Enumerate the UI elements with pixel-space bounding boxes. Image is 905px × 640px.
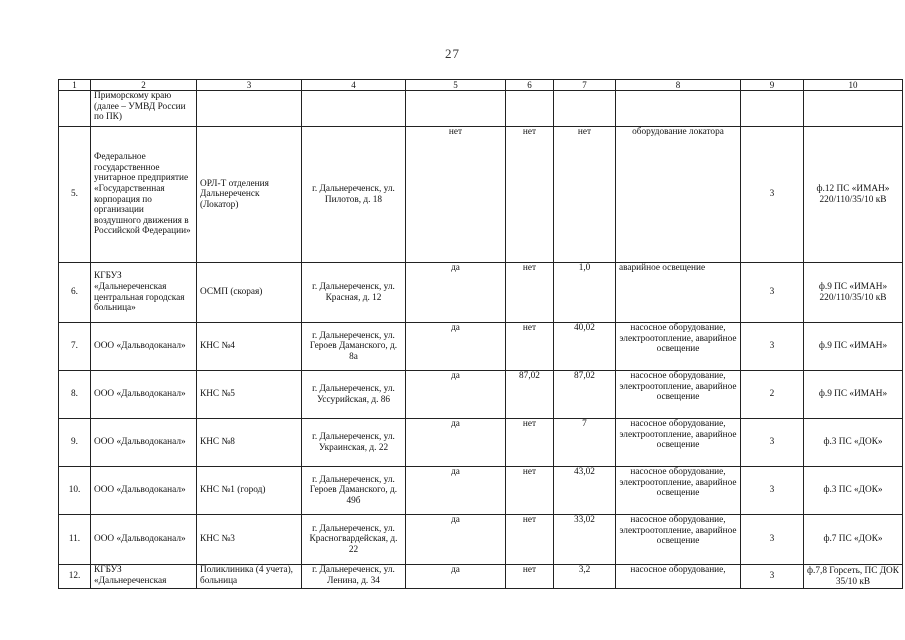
address-cell: г. Дальнереченск, ул. Пилотов, д. 18 [302, 127, 406, 263]
col6-cell: нет [506, 515, 554, 565]
table-row [59, 263, 903, 323]
col7-cell [554, 91, 616, 127]
equipment-cell: насосное оборудование, электроотопление, аварийное освещение [616, 371, 741, 419]
equipment-cell: аварийное освещение [616, 263, 741, 323]
category-cell [741, 91, 804, 127]
table-row [59, 91, 903, 127]
col5-cell: да [406, 263, 506, 323]
address-cell: г. Дальнереченск, ул. Героев Даманского, д. 49б [302, 467, 406, 515]
row-number: 11. [59, 515, 91, 565]
row-number: 5. [59, 127, 91, 263]
category-cell: 3 [741, 419, 804, 467]
equipment-cell: насосное оборудование, электроотопление, аварийное освещение [616, 419, 741, 467]
header-row [59, 80, 903, 91]
row-number [59, 91, 91, 127]
feeder-cell: ф.3 ПС «ДОК» [804, 419, 903, 467]
organization-cell: ООО «Дальводоканал» [91, 515, 197, 565]
equipment-cell: насосное оборудование, электроотопление, аварийное освещение [616, 467, 741, 515]
header-cell: 3 [197, 80, 302, 91]
feeder-cell: ф.7 ПС «ДОК» [804, 515, 903, 565]
organization-cell: ООО «Дальводоканал» [91, 323, 197, 371]
address-cell: г. Дальнереченск, ул. Героев Даманского, д. 8а [302, 323, 406, 371]
equipment-cell [616, 91, 741, 127]
organization-cell: Приморскому краю (далее – УМВД России по ПК) [91, 91, 197, 127]
col5-cell: да [406, 371, 506, 419]
col5-cell: да [406, 515, 506, 565]
table-row [59, 323, 903, 371]
header-cell: 4 [302, 80, 406, 91]
col6-cell: нет [506, 565, 554, 589]
header-cell: 2 [91, 80, 197, 91]
object-cell: ОСМП (скорая) [197, 263, 302, 323]
feeder-cell: ф.3 ПС «ДОК» [804, 467, 903, 515]
object-cell: ОРЛ-Т отделения Дальнереченск (Локатор) [197, 127, 302, 263]
col7-cell: нет [554, 127, 616, 263]
address-cell: г. Дальнереченск, ул. Красная, д. 12 [302, 263, 406, 323]
col5-cell: нет [406, 127, 506, 263]
feeder-cell: ф.9 ПС «ИМАН» 220/110/35/10 кВ [804, 263, 903, 323]
col5-cell: да [406, 565, 506, 589]
category-cell: 3 [741, 515, 804, 565]
header-cell: 8 [616, 80, 741, 91]
table-row [59, 419, 903, 467]
address-cell [302, 91, 406, 127]
object-cell: КНС №3 [197, 515, 302, 565]
page-number: 27 [445, 46, 460, 61]
object-cell: Поликлиника (4 учета), больница [197, 565, 302, 589]
address-cell: г. Дальнереченск, ул. Красногвардейская, д. 22 [302, 515, 406, 565]
equipment-cell: насосное оборудование, электроотопление, аварийное освещение [616, 515, 741, 565]
table-row [59, 515, 903, 565]
col6-cell: 87,02 [506, 371, 554, 419]
col6-cell: нет [506, 127, 554, 263]
feeder-cell: ф.9 ПС «ИМАН» [804, 323, 903, 371]
equipment-cell: оборудование локатора [616, 127, 741, 263]
row-number: 12. [59, 565, 91, 589]
organization-cell: КГБУЗ «Дальнереченская [91, 565, 197, 589]
data-table [58, 79, 903, 589]
col5-cell [406, 91, 506, 127]
header-cell: 5 [406, 80, 506, 91]
col7-cell: 40,02 [554, 323, 616, 371]
category-cell: 3 [741, 323, 804, 371]
col7-cell: 33,02 [554, 515, 616, 565]
category-cell: 3 [741, 565, 804, 589]
organization-cell: ООО «Дальводоканал» [91, 419, 197, 467]
col6-cell: нет [506, 323, 554, 371]
feeder-cell: ф.12 ПС «ИМАН» 220/110/35/10 кВ [804, 127, 903, 263]
object-cell: КНС №5 [197, 371, 302, 419]
organization-cell: ООО «Дальводоканал» [91, 371, 197, 419]
row-number: 7. [59, 323, 91, 371]
col6-cell: нет [506, 467, 554, 515]
header-cell: 9 [741, 80, 804, 91]
col7-cell: 87,02 [554, 371, 616, 419]
equipment-cell: насосное оборудование, [616, 565, 741, 589]
table-row [59, 565, 903, 589]
address-cell: г. Дальнереченск, ул. Украинская, д. 22 [302, 419, 406, 467]
object-cell: КНС №8 [197, 419, 302, 467]
address-cell: г. Дальнереченск, ул. Ленина, д. 34 [302, 565, 406, 589]
table-row [59, 371, 903, 419]
feeder-cell: ф.7,8 Горсеть, ПС ДОК 35/10 кВ [804, 565, 903, 589]
col6-cell: нет [506, 263, 554, 323]
category-cell: 2 [741, 371, 804, 419]
header-cell: 7 [554, 80, 616, 91]
table-row [59, 127, 903, 263]
organization-cell: КГБУЗ «Дальнереченская центральная городская больница» [91, 263, 197, 323]
col5-cell: да [406, 419, 506, 467]
col7-cell: 1,0 [554, 263, 616, 323]
feeder-cell: ф.9 ПС «ИМАН» [804, 371, 903, 419]
col5-cell: да [406, 323, 506, 371]
row-number: 9. [59, 419, 91, 467]
object-cell [197, 91, 302, 127]
col7-cell: 7 [554, 419, 616, 467]
col7-cell: 43,02 [554, 467, 616, 515]
row-number: 8. [59, 371, 91, 419]
address-cell: г. Дальнереченск, ул. Уссурийская, д. 86 [302, 371, 406, 419]
category-cell: 3 [741, 263, 804, 323]
object-cell: КНС №1 (город) [197, 467, 302, 515]
category-cell: 3 [741, 467, 804, 515]
row-number: 10. [59, 467, 91, 515]
table-row [59, 467, 903, 515]
row-number: 6. [59, 263, 91, 323]
header-cell: 1 [59, 80, 91, 91]
equipment-cell: насосное оборудование, электроотопление, аварийное освещение [616, 323, 741, 371]
organization-cell: Федеральное государственное унитарное предприятие «Государственная корпорация по организации воздушного движения в Российской Федерации» [91, 127, 197, 263]
header-cell: 6 [506, 80, 554, 91]
feeder-cell [804, 91, 903, 127]
organization-cell: ООО «Дальводоканал» [91, 467, 197, 515]
col5-cell: да [406, 467, 506, 515]
category-cell: 3 [741, 127, 804, 263]
col6-cell: нет [506, 419, 554, 467]
header-cell: 10 [804, 80, 903, 91]
object-cell: КНС №4 [197, 323, 302, 371]
col6-cell [506, 91, 554, 127]
col7-cell: 3,2 [554, 565, 616, 589]
